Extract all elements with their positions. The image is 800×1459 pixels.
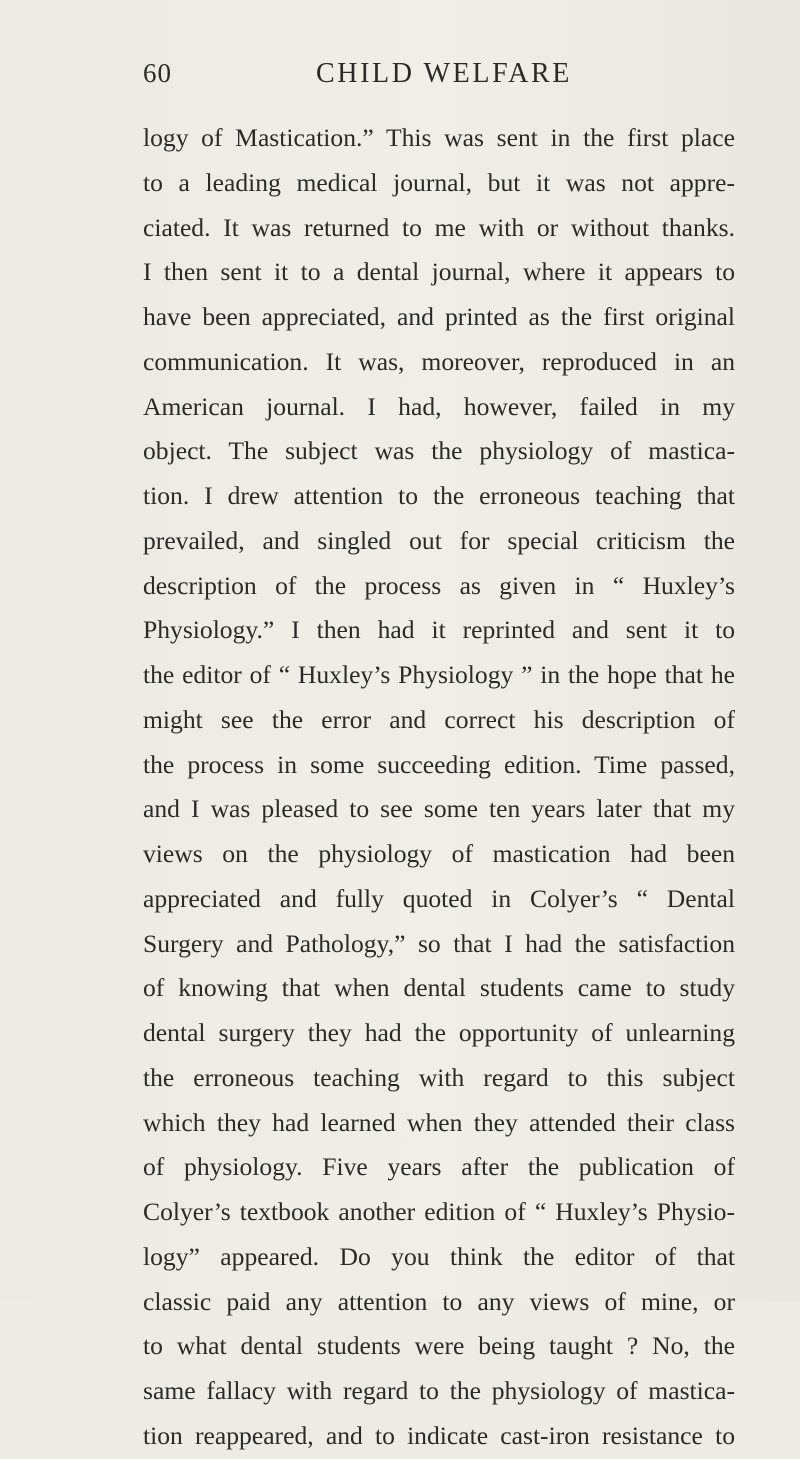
- text-line: American journal. I had, however, failed in my: [143, 391, 735, 421]
- text-line: logy” appeared. Do you think the editor of that: [143, 1241, 735, 1271]
- text-line: dental surgery they had the opportunity of unlearning: [143, 1018, 735, 1047]
- text-line: logy of Mastication.” This was sent in the first place: [143, 123, 735, 152]
- text-line: I then sent it to a dental journal, where it appears to: [143, 257, 735, 287]
- text-line: same fallacy with regard to the physiology of mastica-: [143, 1376, 735, 1405]
- text-line: appreciated and fully quoted in Colyer’s “ Dental: [143, 883, 735, 913]
- text-line: of physiology. Five years after the publication of: [143, 1152, 735, 1182]
- running-head: [0, 58, 800, 108]
- text-line: views on the physiology of mastication had been: [143, 839, 735, 868]
- text-line: ciated. It was returned to me with or without thanks.: [143, 212, 735, 242]
- text-line: communication. It was, moreover, reproduced in an: [143, 346, 735, 376]
- text-line: the editor of “ Huxley’s Physiology ” in the hope that he: [143, 660, 735, 689]
- text-line: Surgery and Pathology,” so that I had the satisfaction: [143, 928, 735, 958]
- text-line: might see the error and correct his description of: [143, 704, 735, 734]
- text-line: tion. I drew attention to the erroneous teaching that: [143, 481, 735, 510]
- text-line: Physiology.” I then had it reprinted and sent it to: [143, 615, 735, 645]
- body-text: [143, 116, 735, 1459]
- text-line: classic paid any attention to any views of mine, or: [143, 1286, 735, 1316]
- text-line: and I was pleased to see some ten years later that my: [143, 794, 735, 824]
- text-line: Colyer’s textbook another edition of “ Huxley’s Physio-: [143, 1197, 735, 1226]
- text-line: have been appreciated, and printed as the first original: [143, 302, 735, 331]
- text-line: the erroneous teaching with regard to this subject: [143, 1062, 735, 1092]
- text-line: to what dental students were being taught ? No, the: [143, 1331, 735, 1361]
- running-title: CHILD WELFARE: [316, 58, 572, 89]
- text-line: to a leading medical journal, but it was not appre-: [143, 167, 735, 197]
- text-line: tion reappeared, and to indicate cast-iron resistance to: [143, 1420, 735, 1450]
- text-line: the process in some succeeding edition. Time passed,: [143, 749, 735, 779]
- text-line: prevailed, and singled out for special criticism the: [143, 525, 735, 555]
- text-line: object. The subject was the physiology of mastica-: [143, 436, 735, 466]
- text-line: description of the process as given in “ Huxley’s: [143, 570, 735, 600]
- text-line: of knowing that when dental students came to study: [143, 973, 735, 1003]
- page-number: 60: [143, 58, 172, 88]
- text-line: which they had learned when they attended their class: [143, 1107, 735, 1137]
